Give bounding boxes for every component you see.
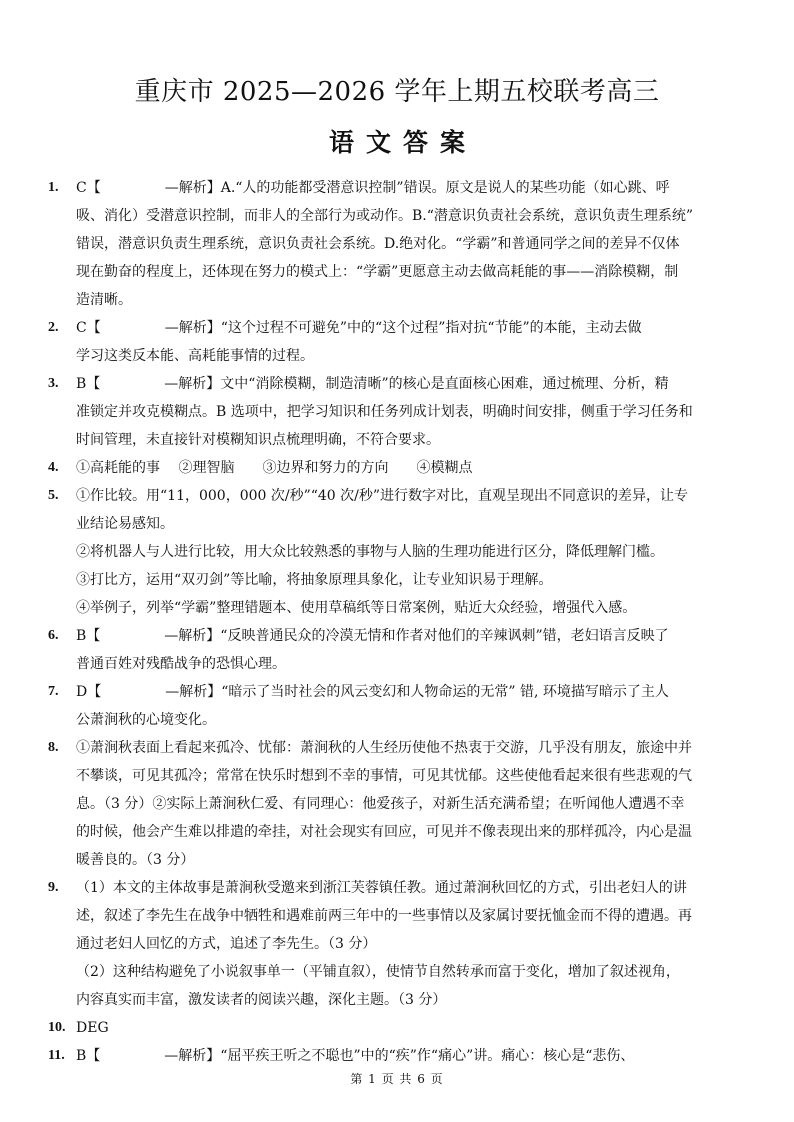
page-title: 重庆市 2025—2026 学年上期五校联考高三 — [134, 77, 660, 107]
answer-line: 业结论易感知。 — [76, 516, 174, 532]
answer-line: ④举例子，列举“学霸”整理错题本、使用草稿纸等日常案例，贴近大众经验，增强代入感。 — [76, 600, 637, 616]
answer-line — [76, 678, 726, 706]
answer-line: ①作比较。用“11，000，000 次/秒”“40 次/秒”进行数字对比，直观呈现出不同意识的差异，让专 — [76, 488, 689, 504]
answer-item — [0, 454, 794, 482]
answer-content — [76, 1014, 726, 1042]
answer-line: 述，叙述了李先生在战争中牺牲和遇难前两三年中的一些事情以及家属讨要抚恤金而不得的遭遇。再 — [76, 908, 692, 924]
answer-content — [76, 734, 726, 874]
page-subtitle: 语文答案 — [328, 128, 477, 157]
answer-explanation: —解析】文中“消除模糊，制造清晰”的核心是直面核心困难，通过梳理、分析，精 — [164, 376, 669, 392]
answer-number: 8. — [48, 740, 59, 755]
answer-item — [0, 874, 794, 1014]
answer-number: 6. — [48, 628, 59, 643]
answer-content — [76, 678, 726, 734]
answer-line — [76, 314, 726, 342]
answer-item — [0, 314, 794, 370]
answer-item — [0, 1014, 794, 1042]
answer-line: 暖善良的。（3 分） — [76, 852, 195, 868]
answer-line: ①高耗能的事 ②理智脑 ③边界和努力的方向 ④模糊点 — [76, 460, 473, 476]
answer-number: 11. — [48, 1048, 65, 1063]
answer-choice: C【 — [76, 320, 101, 336]
answer-item — [0, 622, 794, 678]
answer-line: 学习这类反本能、高耗能事情的过程。 — [76, 348, 314, 364]
answer-content — [76, 1042, 726, 1070]
answer-line: （1）本文的主体故事是萧涧秋受邀来到浙江芙蓉镇任教。通过萧涧秋回忆的方式，引出老妇人的讲 — [76, 880, 687, 896]
answer-number: 9. — [48, 880, 59, 895]
answer-number: 3. — [48, 376, 59, 391]
answer-line — [76, 1042, 726, 1070]
answer-content — [76, 622, 726, 678]
answer-number: 10. — [48, 1020, 66, 1035]
answer-line: ②将机器人与人进行比较，用大众比较熟悉的事物与人脑的生理功能进行区分，降低理解门槛。 — [76, 544, 664, 560]
answer-line — [76, 174, 726, 202]
answer-content — [76, 174, 726, 314]
answer-item — [0, 678, 794, 734]
answer-line: 准锁定并攻克模糊点。B 选项中，把学习知识和任务列成计划表，明确时间安排，侧重于学习任务和 — [76, 404, 693, 420]
answer-item — [0, 734, 794, 874]
answer-line: 现在勤奋的程度上，还体现在努力的模式上：“学霸”更愿意主动去做高耗能的事——消除模糊，制 — [76, 264, 679, 280]
answer-item — [0, 482, 794, 622]
answer-number: 1. — [48, 180, 59, 195]
answer-content — [76, 482, 726, 622]
answer-line — [76, 622, 726, 650]
answer-line: 息。（3 分）②实际上萧涧秋仁爱、有同理心：他爱孩子，对新生活充满希望；在听闻他人遭遇不幸 — [76, 796, 685, 812]
page-footer: 第 1 页 共 6 页 — [350, 1072, 444, 1086]
answer-item — [0, 174, 794, 314]
answer-line: 造清晰。 — [76, 292, 132, 308]
answer-line: 通过老妇人回忆的方式，追述了李先生。（3 分） — [76, 936, 377, 952]
answer-line: ①萧涧秋表面上看起来孤冷、忧郁：萧涧秋的人生经历使他不热衷于交游，几乎没有朋友，旅途中并 — [76, 740, 692, 756]
answer-line: 时间管理，未直接针对模糊知识点梳理明确，不符合要求。 — [76, 432, 440, 448]
answer-content — [76, 370, 726, 454]
answer-choice: B【 — [76, 1048, 101, 1064]
answer-explanation: —解析】A.“人的功能都受潜意识控制”错误。原文是说人的某些功能（如心跳、呼 — [164, 180, 670, 196]
answer-choice: C【 — [76, 180, 101, 196]
answer-explanation: —解析】“暗示了当时社会的风云变幻和人物命运的无常” 错, 环境描写暗示了主人 — [165, 684, 669, 700]
answer-line: 不攀谈，可见其孤冷；常常在快乐时想到不幸的事情，可见其忧郁。这些使他看起来很有些悲观的气 — [76, 768, 692, 784]
answer-explanation: —解析】“反映普通民众的冷漠无情和作者对他们的辛辣讽刺”错，老妇语言反映了 — [164, 628, 669, 644]
answer-explanation: —解析】“这个过程不可避免”中的“这个过程”指对抗“节能”的本能，主动去做 — [164, 320, 642, 336]
answer-line: ③打比方，运用“双刃剑”等比喻，将抽象原理具象化，让专业知识易于理解。 — [76, 572, 553, 588]
answer-number: 4. — [48, 460, 59, 475]
answer-content — [76, 874, 726, 1014]
answer-number: 5. — [48, 488, 59, 503]
answer-line: 公萧涧秋的心境变化。 — [76, 712, 216, 728]
answer-line — [76, 370, 726, 398]
answer-list — [0, 174, 794, 1070]
answer-item — [0, 1042, 794, 1070]
answer-line: 的时候，他会产生难以排遣的牵挂，对社会现实有回应，可见并不像表现出来的那样孤冷，内心是温 — [76, 824, 692, 840]
answer-line: 普通百姓对残酷战争的恐惧心理。 — [76, 656, 286, 672]
answer-explanation: —解析】“屈平疾王听之不聪也”中的“疾”作“痛心”讲。痛心：核心是“悲伤、 — [164, 1048, 635, 1064]
answer-content — [76, 314, 726, 370]
answer-line: 吸、消化）受潜意识控制，而非人的全部行为或动作。B.“潜意识负责社会系统，意识负责生理系统” — [76, 208, 694, 224]
answer-number: 7. — [48, 684, 59, 699]
answer-line: DEG — [76, 1020, 109, 1036]
answer-choice: B【 — [76, 376, 101, 392]
answer-content — [76, 454, 726, 482]
answer-choice: D【 — [76, 684, 102, 700]
answer-line: （2）这种结构避免了小说叙事单一（平铺直叙），使情节自然转承而富于变化，增加了叙述视角， — [76, 964, 680, 980]
answer-number: 2. — [48, 320, 59, 335]
answer-choice: B【 — [76, 628, 101, 644]
answer-item — [0, 370, 794, 454]
answer-line: 内容真实而丰富，激发读者的阅读兴趣，深化主题。（3 分） — [76, 992, 447, 1008]
answer-line: 错误，潜意识负责生理系统，意识负责社会系统。D.绝对化。“学霸”和普通同学之间的差异不仅体 — [76, 236, 680, 252]
